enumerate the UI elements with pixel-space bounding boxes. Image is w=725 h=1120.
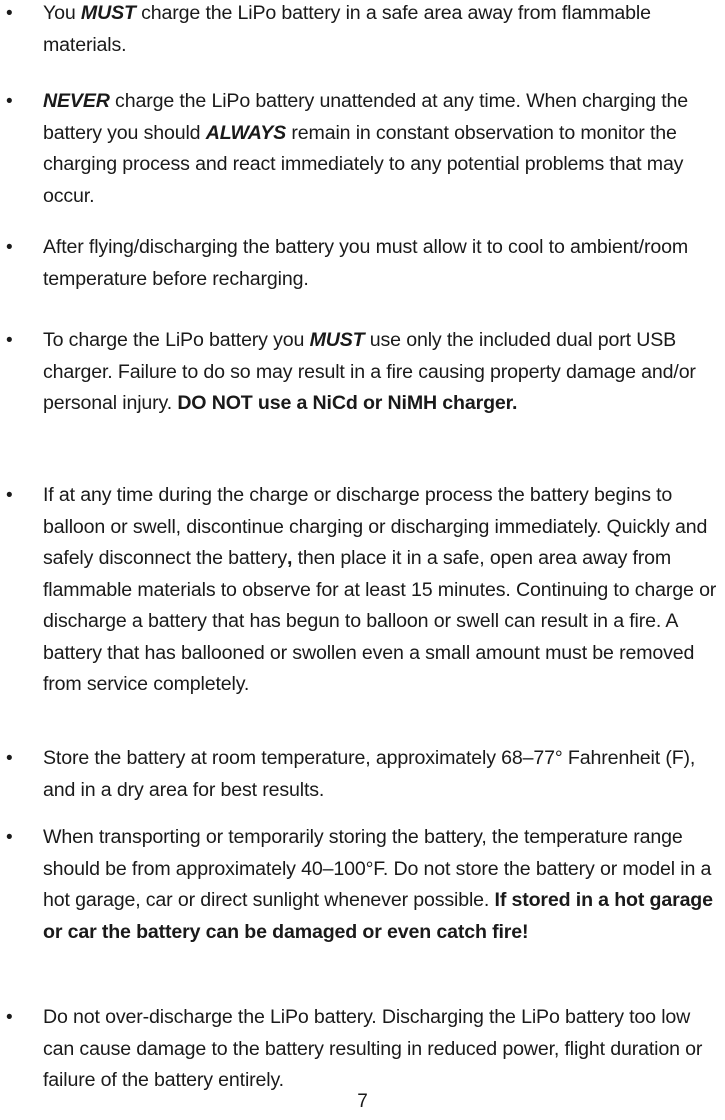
bullet-text xyxy=(43,0,723,61)
emphasis xyxy=(81,2,136,24)
text-run: Do not over-discharge the LiPo battery. Discharging the LiPo battery too low can cause damage to the battery resulting in reduced power, flight duration or failure of the battery entirely. xyxy=(43,1006,703,1091)
bullet-text xyxy=(43,480,723,701)
text-run: Store the battery at room temperature, approximately 68–77° Fahrenheit (F), and in a dry area for best results. xyxy=(43,747,696,801)
emphasis-text: NEVER xyxy=(43,90,110,112)
page-number: 7 xyxy=(357,1091,368,1112)
bold-text: If stored in a hot garage or car the battery can be damaged or even catch fire! xyxy=(43,889,713,943)
text-run: charge the LiPo battery unattended at any time. When charging the battery you should xyxy=(43,90,689,144)
bullet-glyph: • xyxy=(6,485,13,506)
bullet-text xyxy=(43,86,723,212)
text-run: use only the included dual port USB charger. Failure to do so may result in a fire causing property damage and/or personal injury. xyxy=(43,329,696,414)
text-run: After flying/discharging the battery you must allow it to cool to ambient/room temperature before recharging. xyxy=(43,236,689,290)
text-run: remain in constant observation to monitor the charging process and react immediately to any potential problems that may occur. xyxy=(43,121,684,207)
emphasis-text: ALWAYS xyxy=(205,121,287,144)
bullet-glyph: • xyxy=(6,748,13,769)
emphasis-text: MUST xyxy=(80,2,136,24)
bold-text: , xyxy=(286,547,293,569)
text-run: If at any time during the charge or discharge process the battery begins to balloon or swell, discontinue charging or discharging immediately. Quickly and safely disconnect the battery xyxy=(43,484,708,569)
bullet-text xyxy=(43,325,723,420)
bullet-text xyxy=(43,232,723,295)
emphasis xyxy=(206,122,286,144)
bold-text: DO NOT use a NiCd or NiMH charger. xyxy=(177,392,518,414)
bullet-text xyxy=(43,743,723,806)
text-run: then place it in a safe, open area away from flammable materials to observe for at least 15 minutes. Continuing to charge or discharge a battery that has begun to balloon or swell can result in a fire. A battery that has ballooned or swollen even a small amount must be removed from service completely. xyxy=(43,547,717,695)
emphasis xyxy=(310,329,365,351)
text-run: You xyxy=(43,2,81,24)
bullet-glyph: • xyxy=(6,91,13,112)
bullet-glyph: • xyxy=(6,3,13,24)
emphasis-text: MUST xyxy=(309,329,365,351)
bullet-glyph: • xyxy=(6,237,13,258)
text-run: charge the LiPo battery in a safe area away from flammable materials. xyxy=(43,2,651,56)
text-run: To charge the LiPo battery you xyxy=(43,329,310,351)
bullet-text xyxy=(43,1002,723,1097)
bullet-text xyxy=(43,822,723,948)
bullet-glyph: • xyxy=(6,1007,13,1028)
text-run: When transporting or temporarily storing the battery, the temperature range should be from approximately 40–100°F. Do not store the battery or model in a hot garage, car or direct sunlight whenever possible. xyxy=(43,826,712,911)
bullet-glyph: • xyxy=(6,827,13,848)
emphasis xyxy=(43,90,110,112)
bullet-glyph: • xyxy=(6,330,13,351)
